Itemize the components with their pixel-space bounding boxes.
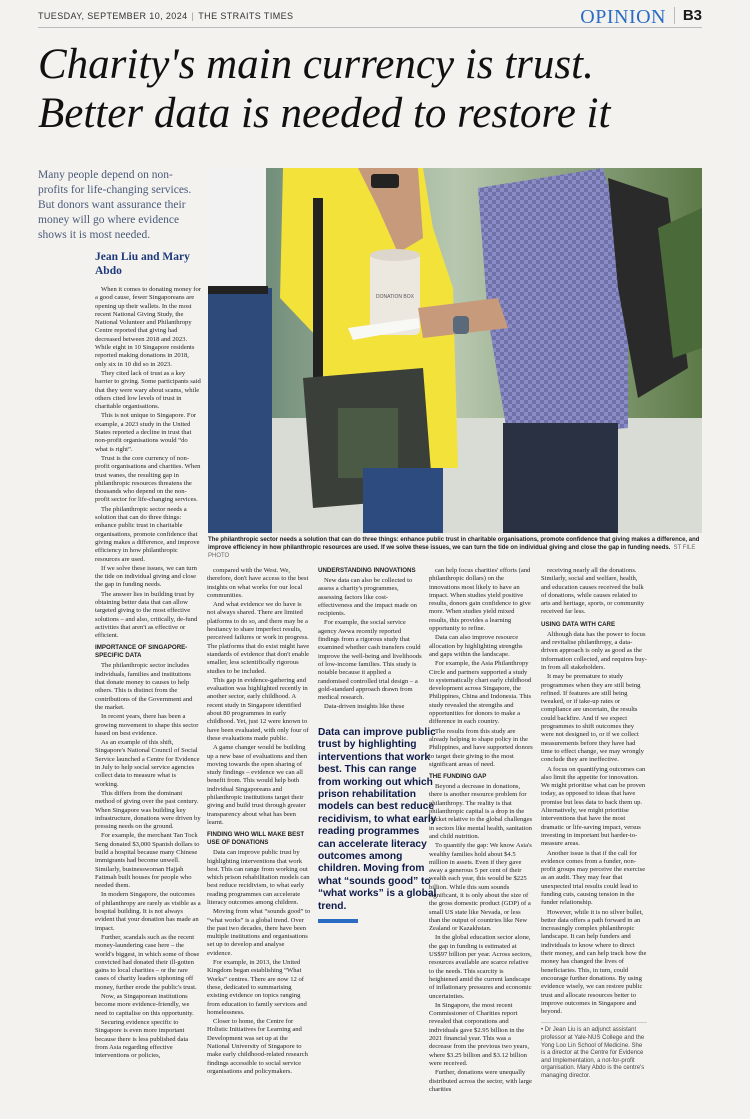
pull-quote: Data can improve public trust by highlighting interventions that work best. This can range from working out which prison rehabilitation models can best reduce recidivism, to what early reading programmes can accelerate literacy outcomes among children. Moving from what “sounds good” to “what works” is a global trend.	[318, 727, 438, 923]
paragraph: Moving from what “sounds good” to “what works” is a global trend. Over the past two decades, there have been multiple institutions and organisations set up to develop and analyse evidence.	[207, 908, 311, 957]
photo-illustration	[208, 168, 702, 533]
column-2	[207, 567, 311, 1077]
paragraph: Trust is the core currency of non-profit organisations and charities. When trust wanes, the resulting gap in philanthropic resources threatens the thousands who depend on the non-profit sector for life-changing services.	[95, 454, 201, 504]
paragraph: For example, in 2013, the United Kingdom began establishing “What Works” centres. There are now 12 of these, dedicated to summarising existing evidence on topics ranging from education to family services and homelessness.	[207, 959, 307, 1016]
page-number: B3	[674, 7, 702, 24]
paragraph: They cited lack of trust as a key barrier to giving. Some participants said that they were wary about scams, while others cited low levels of trust in charitable organisations.	[95, 369, 201, 411]
paragraph: New data can also be collected to assess a charity's programmes, assessing factors like cost-effectiveness and the impact made on recipients.	[318, 577, 417, 618]
pull-quote-accent	[318, 919, 358, 923]
paragraph: As an example of this shift, Singapore's National Council of Social Service launched a Centre for Evidence in July to help social service agencies collect data to measure what is working.	[95, 739, 200, 788]
paragraph: Data-driven insights like these	[324, 703, 405, 711]
byline: Jean Liu and Mary Abdo	[95, 251, 190, 277]
paragraph: can help focus charities' efforts (and philanthropic dollars) on the innovations most likely to have an impact. When studies yield positive results, donors gain confidence to give more. When studies yield mixed results, this provides a learning opportunity to refine.	[429, 567, 531, 633]
standfirst: Many people depend on non-profits for life-changing services. But donors want assurance their money will go where evidence shows it is most needed.	[38, 169, 192, 241]
paragraph: In the global education sector alone, the gap in funding is estimated at US$97 billion per year. Across sectors, resources available are scarce relative to the needs. This scarcity is heightened amid the current landscape of inflationary pressures and economic uncertainties.	[429, 934, 532, 1000]
paragraph: The results from this study are already helping to shape policy in the Philippines, and have supported donors to target their giving to the most significant areas of need.	[429, 727, 533, 768]
paragraph: The answer lies in building trust by obtaining better data that can allow targeted giving to the most effective solutions – and also, critically, de-fund activities that aren't as effective or efficient.	[95, 590, 198, 640]
paragraph: However, while it is no silver bullet, better data offers a path forward in an increasingly complex philanthropic landscape. It can help funders and individuals to know where to direct their money, and can help track how the money has changed the lives of beneficiaries. This, in turn, could encourage further donations. By using evidence wisely, we can restore public trust and allocate resources better to improve outcomes in Singapore and beyond.	[541, 908, 647, 1016]
paragraph: Closer to home, the Centre for Holistic Initiatives for Learning and Development was set up at the National University of Singapore to make early childhood-related research findings accessible to social service organisations and policymakers.	[207, 1018, 308, 1075]
paragraph: This differs from the dominant method of giving over the past century. When Singapore was building key infrastructure, donations were driven by pressing needs on the ground.	[95, 789, 201, 831]
paper-name: THE STRAITS TIMES	[198, 11, 294, 21]
paragraph: Further, scandals such as the recent money-laundering case here – the world's biggest, in which some of those convicted had donated their ill-gotten gains to local charities – or the rare cases of charity leaders siphoning off money, further erode the public's trust.	[95, 933, 200, 991]
paragraph: The philanthropic sector needs a solution that can do three things: enhance public trust in charitable organisations, promote confidence that giving makes a difference, and improve efficiency in how philanthropic resources are used.	[95, 505, 200, 563]
paragraph: Data can improve public trust by highlighting interventions that work best. This can range from working out which prison rehabilitation models can best reduce recidivism, to what early reading programmes can accelerate literacy outcomes among children.	[207, 849, 310, 906]
paragraph: Although data has the power to focus and revitalise philanthropy, a data-driven approach is only as good as the information collected, and requires buy-in from all stakeholders.	[541, 630, 648, 671]
paragraph: In modern Singapore, the outcomes of philanthropy are rarely as visible as a hospital building. It is not always evident that your donation has made an impact.	[95, 891, 201, 932]
paragraph: To quantify the gap: We know Asia's wealthy families hold about $4.5 million in assets. Even if they gave away a generous 5 per cent of their wealth each year, this would be $225 billion. While this sum sounds significant, it is only about the size of the gross domestic product (GDP) of a small US state like Nevada, or less than the output of countries like New Zealand or Kazakhstan.	[429, 842, 532, 933]
paragraph: For example, the merchant Tan Tock Seng donated $3,000 Spanish dollars to build a hospital because many Chinese immigrants had become unwell. Similarly, businesswoman Hajjah Fatimah built houses for people who needed them.	[95, 832, 200, 890]
paragraph: Another issue is that if the call for evidence comes from a funder, non-profit groups may perceive the exercise as an audit. They may fear that unexpected trial results could lead to funding cuts, causing tension in the funder relationship.	[541, 849, 646, 907]
paragraph: Further, donations were unequally distributed across the sector, with large charities	[429, 1069, 532, 1093]
paragraph: For example, the social service agency Awwa recently reported findings from a rigorous study that examined whether cash transfers could improve the well-being and livelihoods of low-income families. This study is notable because it applied a randomised controlled trial design – a gold-standard approach drawn from medical research.	[318, 619, 422, 702]
paragraph: A focus on quantifying outcomes can also limit the appetite for innovation. We might prioritise what can be proven today, as opposed to ideas that have promise but less data to back them up. Alternatively, we might prioritise interventions that have the most dramatic or life-saving impact, versus investing in important but harder-to-measure areas.	[541, 765, 646, 848]
photo-caption: The philanthropic sector needs a solution that can do three things: enhance public trust in charitable organisations, promote confidence that giving makes a difference, and improve efficiency in how philanthropic resources are used. If we solve these issues, we can turn the tide on individual giving and close the gap in funding needs. ST FILE PHOTO	[208, 537, 700, 559]
paragraph: And what evidence we do have is not always shared. There are limited platforms to do so, and there may be a hesitancy to share imperfect results, perceived failures or work in progress. The platforms that do exist might have standards of evidence that don't enable smaller, less scientifically rigorous studies to be included.	[207, 601, 310, 675]
paragraph: It may be premature to study programmes when they are still being refined. If features are still being tweaked, or if take-up rates or compliance are uncertain, the results could backfire. And if we expect programmes to shift outcomes they were not designed to, or if we collect measurements before they have had time to effect change, we may wrongly conclude they are ineffective.	[541, 673, 644, 764]
paragraph: Beyond a decrease in donations, there is another resource problem for philanthropy. The reality is that philanthropic capital is a drop in the bucket relative to the global challenges in sectors like mental health, sanitation and child nutrition.	[429, 783, 533, 840]
paragraph: Data can also improve resource allocation by highlighting strengths and gaps within the landscape.	[429, 634, 523, 658]
tin-label: DONATION BOX	[376, 294, 414, 300]
paragraph: When it comes to donating money for a good cause, fewer Singaporeans are opening up their wallets. In the most recent National Giving Study, the National Volunteer and Philanthropy Centre reported that giving had decreased between 2018 and 2023. While eight in 10 Singapore residents reported making donations in 2018, only six in 10 did so in 2023.	[95, 286, 201, 368]
subheading: THE FUNDING GAP	[429, 773, 487, 781]
paragraph: compared with the West. We, therefore, don't have access to the best insights on what works for our local communities.	[207, 567, 309, 599]
paragraph: A game changer would be building up a new base of evaluations and then moving towards the open sharing of study findings – evidence we can all benefit from. This would help both individual Singaporeans and philanthropic institutions target their giving and build trust through greater transparency about what has been learnt.	[207, 744, 308, 826]
section-label: OPINION	[580, 6, 666, 28]
paragraph: This gap in evidence-gathering and evaluation was highlighted recently in another sector, early childhood. A recent study in Singapore identified about 80 programmes in early childhood. Yet, just 12 were known to have been evaluated, with only four of these evaluations made public.	[207, 676, 309, 742]
column-4	[429, 567, 533, 1095]
subheading: IMPORTANCE OF SINGAPORE-SPECIFIC DATA	[95, 644, 188, 660]
subheading: USING DATA WITH CARE	[541, 620, 616, 628]
column-5	[541, 567, 647, 1082]
paragraph: Securing evidence specific to Singapore is even more important because there is less published data from Asia regarding effective interventions or policies,	[95, 1018, 189, 1060]
column-1	[95, 286, 201, 1061]
masthead	[38, 6, 702, 28]
column-3	[318, 563, 422, 713]
masthead-date: TUESDAY, SEPTEMBER 10, 2024 | THE STRAITS TIMES	[38, 11, 294, 21]
paragraph: Now, as Singaporean institutions become more evidence-friendly, we need to capitalise on this opportunity.	[95, 993, 194, 1017]
paragraph: This is not unique to Singapore. For example, a 2023 study in the United States reported a decline in trust that non-profit organisations would “do what is right”.	[95, 412, 197, 453]
paragraph: The philanthropic sector includes individuals, families and institutions that donate money to causes to help others. This is distinct from the contributions of the Government and the market.	[95, 662, 193, 711]
paragraph: If we solve these issues, we can turn the tide on individual giving and close the gap in funding needs.	[95, 564, 197, 589]
paragraph: For example, the Asia Philanthropy Circle and partners supported a study to systematically chart early childhood development across Singapore, the Philippines, China and Indonesia. This study revealed the strengths and opportunities for donors to make a difference in each country.	[429, 660, 532, 726]
author-note: • Dr Jean Liu is an adjunct assistant professor at Yale-NUS College and the Yong Loo Lin School of Medicine. She is a director at the Centre for Evidence and Implementation, a not-for-profit organisation. Mary Abdo is the centre's managing director.	[541, 1022, 647, 1080]
paragraph: receiving nearly all the donations. Similarly, social and welfare, health, and education causes received the bulk of donations, while causes related to arts and heritage, sports, or community received far less.	[541, 567, 645, 616]
paragraph: In recent years, there has been a growing movement to shape this sector based on best evidence.	[95, 713, 199, 737]
subheading: UNDERSTANDING INNOVATIONS	[318, 567, 416, 574]
subheading: FINDING WHO WILL MAKE BEST USE OF DONATIONS	[207, 831, 305, 847]
paragraph: In Singapore, the most recent Commissioner of Charities report revealed that corporations and individuals gave $2.95 billion in the 2021 financial year. This was a decrease from the previous two years, where $3.25 billion and $3.12 billion were received.	[429, 1001, 529, 1067]
photo-credit: ST FILE PHOTO	[208, 545, 696, 559]
article-photo	[208, 168, 702, 533]
headline: Charity's main currency is trust. Better data is needed to restore it	[38, 41, 611, 137]
